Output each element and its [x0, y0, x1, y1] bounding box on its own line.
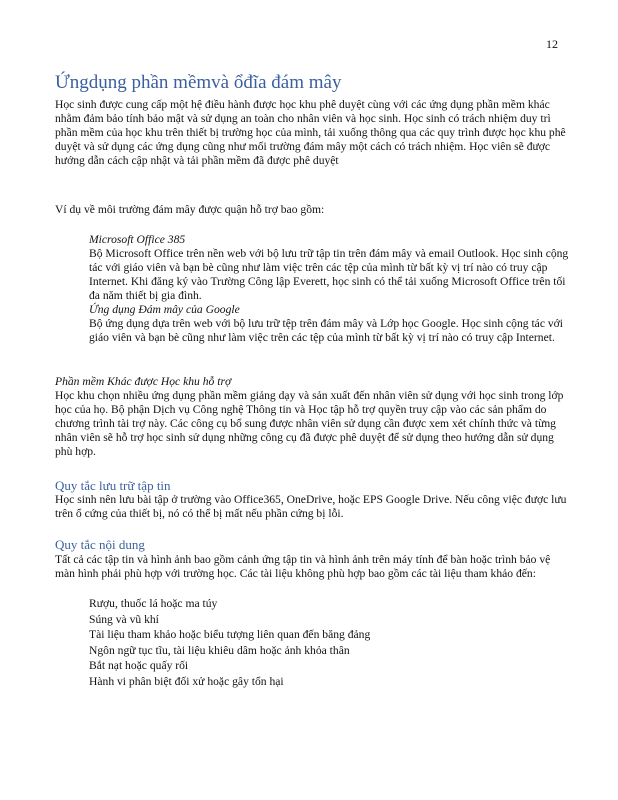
list-item: [55, 612, 575, 628]
storage-rules-heading: Quy tắc lưu trữ tập tin: [55, 478, 171, 493]
list-item-text: Bộ Microsoft Office trên nền web với bộ lưu trữ tập tin trên đám mây và email Outlook. Học sinh cộng tác với giáo viên và bạn bè cũng như làm việc trên các tệp của mình từ bất kỳ vị trí nào có truy cập Internet. Khi đăng ký vào Trường Công lập Everett, học sinh có thể tải xuống Microsoft Office trên tối đa năm thiết bị gia đình.: [89, 247, 569, 302]
list-item-text: Súng và vũ khí: [89, 612, 159, 626]
list-item-text: Rượu, thuốc lá hoặc ma túy: [89, 597, 218, 610]
section-heading: Ứngdụng phần mềmvà ổđĩa đám mây: [55, 72, 342, 93]
intro-paragraph: Học sinh được cung cấp một hệ điều hành được học khu phê duyệt cùng với các ứng dụng phần mềm khác nhằm đảm bảo tính bảo mật và sử dụng an toàn cho nhân viên và học sinh. Học sinh có trách nhiệm duy trì phần mềm của học khu trên thiết bị trường học của mình, tải xuống thông qua các quy trình được học khu phê duyệt và sử dụng các ứng dụng cũng như mối trường đám mây một cách có trách nhiệm. Học viên sẽ được hướng dẫn cách cập nhật và tải phần mềm đã được phê duyệt: [55, 98, 566, 167]
content-rules-heading: Quy tắc nội dung: [55, 537, 145, 552]
list-item-text: Ngôn ngữ tục tĩu, tài liệu khiêu dâm hoặc ảnh khỏa thân: [89, 643, 350, 657]
list-item: [55, 233, 575, 303]
list-item: [55, 643, 575, 659]
list-item-title: Microsoft Office 385: [89, 233, 186, 246]
list-item: [55, 596, 575, 612]
content-rules-text: Tất cả các tập tin và hình ảnh bao gồm cảnh ứng tập tin và hình ảnh trên máy tính để bàn hoặc trình bảo vệ màn hình phải phù hợp với trường học. Các tài liệu không phù hợp bao gồm các tài liệu tham khảo đến:: [55, 553, 551, 580]
page-number: 12: [546, 37, 558, 51]
list-item-text: Bộ ứng dụng dựa trên web với bộ lưu trữ tệp trên đám mây và Lớp học Google. Học sinh cộng tác với giáo viên và bạn bè cũng như làm việc trên các tệp của mình từ bất kỳ vị trí nào có truy cập Internet.: [89, 317, 564, 344]
list-item: [55, 674, 575, 690]
list-item: [55, 627, 575, 643]
list-item-text: Tài liệu tham khảo hoặc biểu tượng liên quan đến băng đảng: [89, 628, 371, 641]
list-item: [55, 303, 575, 345]
examples-intro: Ví dụ về môi trường đám mây được quận hỗ trợ bao gồm:: [55, 203, 325, 216]
list-item-title: Ứng dụng Đám mây của Google: [89, 303, 240, 316]
storage-rules-text: Học sinh nên lưu bài tập ở trường vào Office365, OneDrive, hoặc EPS Google Drive. Nếu công việc được lưu trên ổ cứng của thiết bị, nó có thể bị mất nếu phần cứng bị lỗi.: [55, 493, 567, 520]
cloud-list: [55, 233, 575, 345]
list-item-text: Hành vi phân biệt đối xử hoặc gây tổn hại: [89, 674, 284, 688]
software-section-text: Học khu chọn nhiều ứng dụng phần mềm giảng dạy và sản xuất đến nhân viên sử dụng với học sinh trong lớp học của họ. Bộ phận Dịch vụ Công nghệ Thông tin và Học tập hỗ trợ quyền truy cập vào các sản phẩm do chương trình tài trợ này. Các công cụ bổ sung được nhân viên sử dụng cần được xem xét chính thức và từng nhân viên sẽ hỗ trợ học sinh sử dụng những công cụ đã được phê duyệt để sử dụng theo hướng dẫn sử dụng phù hợp.: [55, 389, 564, 458]
prohibited-content-list: [55, 596, 575, 689]
list-item: [55, 658, 575, 674]
list-item-text: Bắt nạt hoặc quấy rối: [89, 659, 189, 672]
software-section-title: Phần mềm Khác được Học khu hỗ trợ: [55, 375, 232, 388]
